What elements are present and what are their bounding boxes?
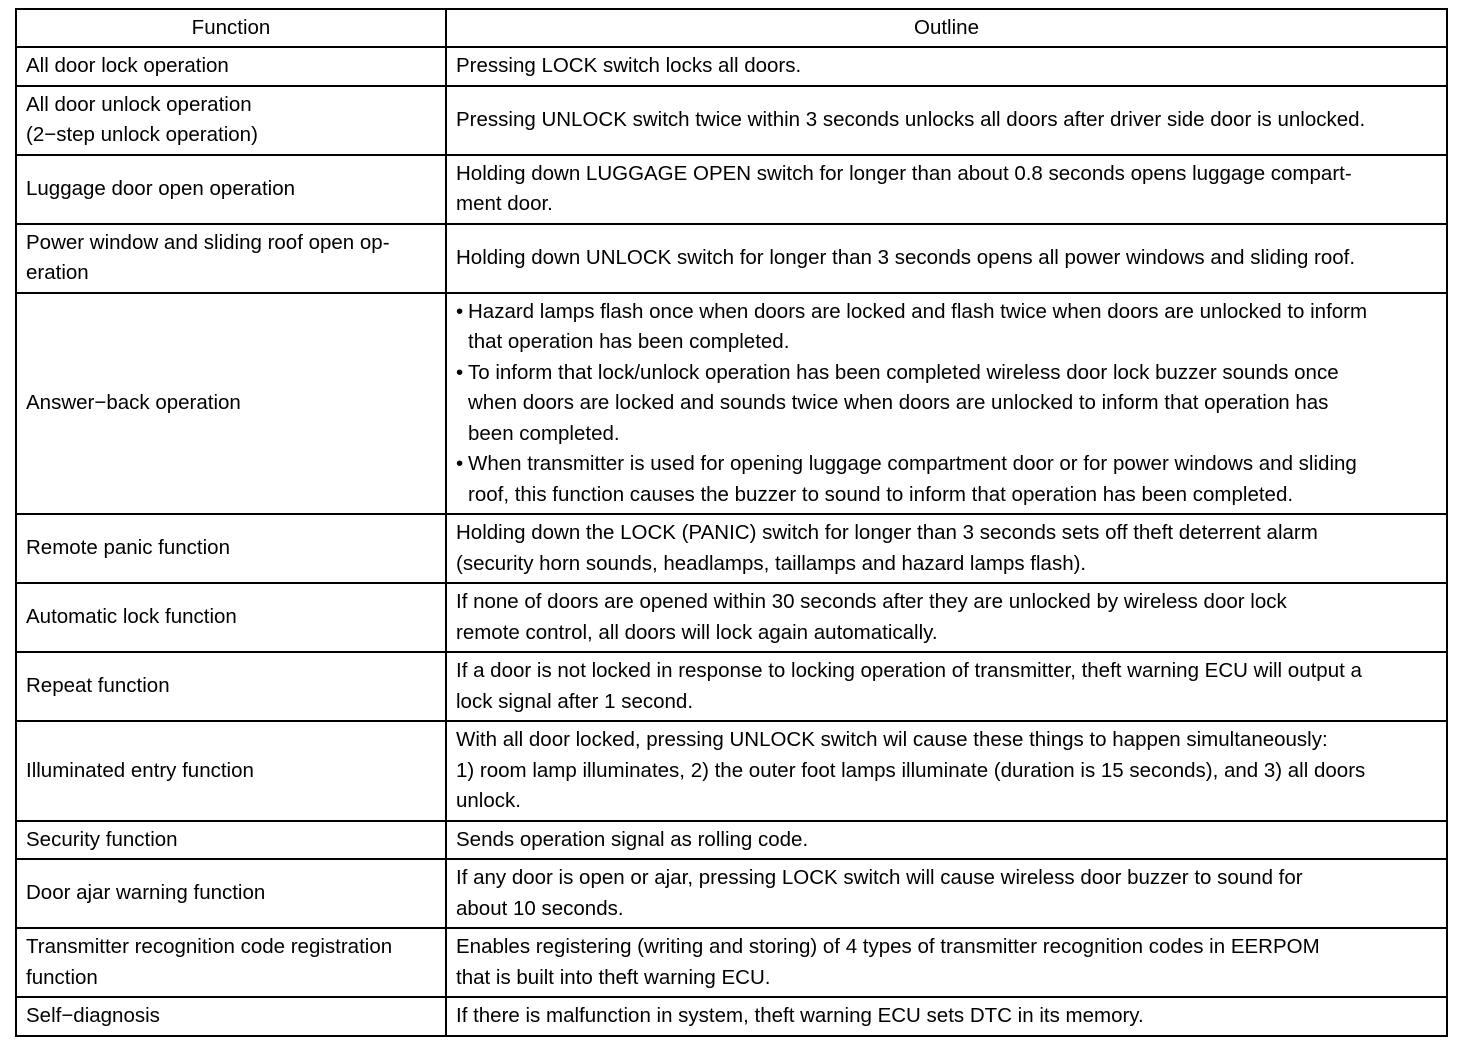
table-row [16, 652, 1447, 721]
function-cell [16, 721, 446, 821]
outline-cell [446, 652, 1447, 721]
outline-cell [446, 86, 1447, 155]
function-text: Door ajar warning function [26, 881, 266, 905]
function-text: Luggage door open operation [26, 176, 296, 200]
table-row [16, 859, 1447, 928]
function-text: (2−step unlock operation) [26, 123, 258, 146]
outline-text: Holding down the LOCK (PANIC) switch for longer than 3 seconds sets off theft deterrent alarm [456, 521, 1318, 544]
function-text: All door unlock operation [26, 92, 252, 116]
outline-text: With all door locked, pressing UNLOCK switch wil cause these things to happen simultaneously: [456, 728, 1328, 751]
function-text: Answer−back operation [26, 391, 241, 414]
function-cell [16, 47, 446, 86]
bullet-item [456, 449, 1437, 510]
outline-text: 1) room lamp illuminates, 2) the outer foot lamps illuminate (duration is 15 seconds), and 3) all doors [456, 758, 1366, 782]
function-text: eration [26, 261, 89, 284]
outline-text: ment door. [456, 192, 553, 215]
function-text: Power window and sliding roof open op- [26, 230, 390, 254]
header-row [16, 9, 1447, 47]
table-row [16, 224, 1447, 293]
outline-text: Holding down LUGGAGE OPEN switch for longer than about 0.8 seconds opens luggage compart- [456, 161, 1352, 185]
outline-text: • To inform that lock/unlock operation has been completed wireless door lock buzzer sounds once [468, 360, 1339, 384]
function-cell [16, 583, 446, 652]
outline-text: been completed. [468, 421, 620, 445]
outline-text: remote control, all doors will lock again automatically. [456, 620, 938, 644]
function-cell [16, 652, 446, 721]
outline-cell [446, 997, 1447, 1036]
outline-text: lock signal after 1 second. [456, 689, 694, 713]
function-cell [16, 155, 446, 224]
outline-text: • When transmitter is used for opening luggage compartment door or for power windows and sliding [468, 452, 1357, 475]
function-text: Repeat function [26, 674, 170, 698]
outline-text: that is built into theft warning ECU. [456, 965, 771, 989]
outline-text: Pressing UNLOCK switch twice within 3 seconds unlocks all doors after driver side door is unlocked. [456, 107, 1366, 131]
table-row [16, 86, 1447, 155]
table-row [16, 821, 1447, 860]
outline-cell [446, 928, 1447, 997]
outline-text: when doors are locked and sounds twice when doors are unlocked to inform that operation has [468, 391, 1329, 414]
table-row [16, 928, 1447, 997]
header-function: Function [16, 9, 446, 47]
outline-text: about 10 seconds. [456, 896, 624, 920]
bullet-list [456, 297, 1437, 511]
outline-text: If there is malfunction in system, theft warning ECU sets DTC in its memory. [456, 1004, 1144, 1027]
table-row [16, 583, 1447, 652]
function-cell [16, 859, 446, 928]
function-cell [16, 293, 446, 515]
outline-cell [446, 583, 1447, 652]
function-text: Security function [26, 827, 178, 851]
header-outline: Outline [446, 9, 1447, 47]
function-cell [16, 224, 446, 293]
outline-cell [446, 155, 1447, 224]
bullet-item [456, 358, 1437, 450]
outline-text: roof, this function causes the buzzer to sound to inform that operation has been completed. [468, 482, 1294, 506]
outline-cell [446, 859, 1447, 928]
function-text: Transmitter recognition code registration [26, 935, 393, 958]
outline-text: If a door is not locked in response to locking operation of transmitter, theft warning ECU will output a [456, 659, 1362, 682]
table-row [16, 997, 1447, 1036]
outline-text: If none of doors are opened within 30 seconds after they are unlocked by wireless door lock [456, 590, 1287, 613]
function-cell [16, 86, 446, 155]
table-row [16, 47, 1447, 86]
outline-cell [446, 224, 1447, 293]
outline-text: Sends operation signal as rolling code. [456, 827, 809, 851]
outline-text: Enables registering (writing and storing) of 4 types of transmitter recognition codes in EERPOM [456, 935, 1320, 958]
outline-text: Holding down UNLOCK switch for longer than 3 seconds opens all power windows and sliding roof. [456, 245, 1356, 269]
function-cell [16, 997, 446, 1036]
function-cell [16, 928, 446, 997]
outline-cell [446, 721, 1447, 821]
bullet-item [456, 297, 1437, 358]
function-text: Automatic lock function [26, 605, 237, 629]
function-text: Self−diagnosis [26, 1004, 160, 1027]
outline-text: unlock. [456, 789, 521, 812]
function-text: function [26, 965, 98, 989]
outline-cell [446, 47, 1447, 86]
function-text: All door lock operation [26, 54, 229, 77]
outline-cell [446, 293, 1447, 515]
table-body [16, 47, 1447, 1036]
function-cell [16, 821, 446, 860]
table-row [16, 293, 1447, 515]
function-text: Remote panic function [26, 536, 230, 560]
function-text: Illuminated entry function [26, 758, 254, 782]
outline-text: Pressing LOCK switch locks all doors. [456, 54, 802, 77]
table-row [16, 514, 1447, 583]
table-row [16, 155, 1447, 224]
outline-text: If any door is open or ajar, pressing LOCK switch will cause wireless door buzzer to sound for [456, 866, 1303, 889]
function-outline-table [15, 8, 1448, 1037]
outline-text: that operation has been completed. [468, 330, 790, 353]
table-row [16, 721, 1447, 821]
outline-cell [446, 821, 1447, 860]
outline-cell [446, 514, 1447, 583]
outline-text: (security horn sounds, headlamps, taillamps and hazard lamps flash). [456, 551, 1087, 575]
function-cell [16, 514, 446, 583]
outline-text: • Hazard lamps flash once when doors are locked and flash twice when doors are unlocked to inform [468, 299, 1368, 323]
